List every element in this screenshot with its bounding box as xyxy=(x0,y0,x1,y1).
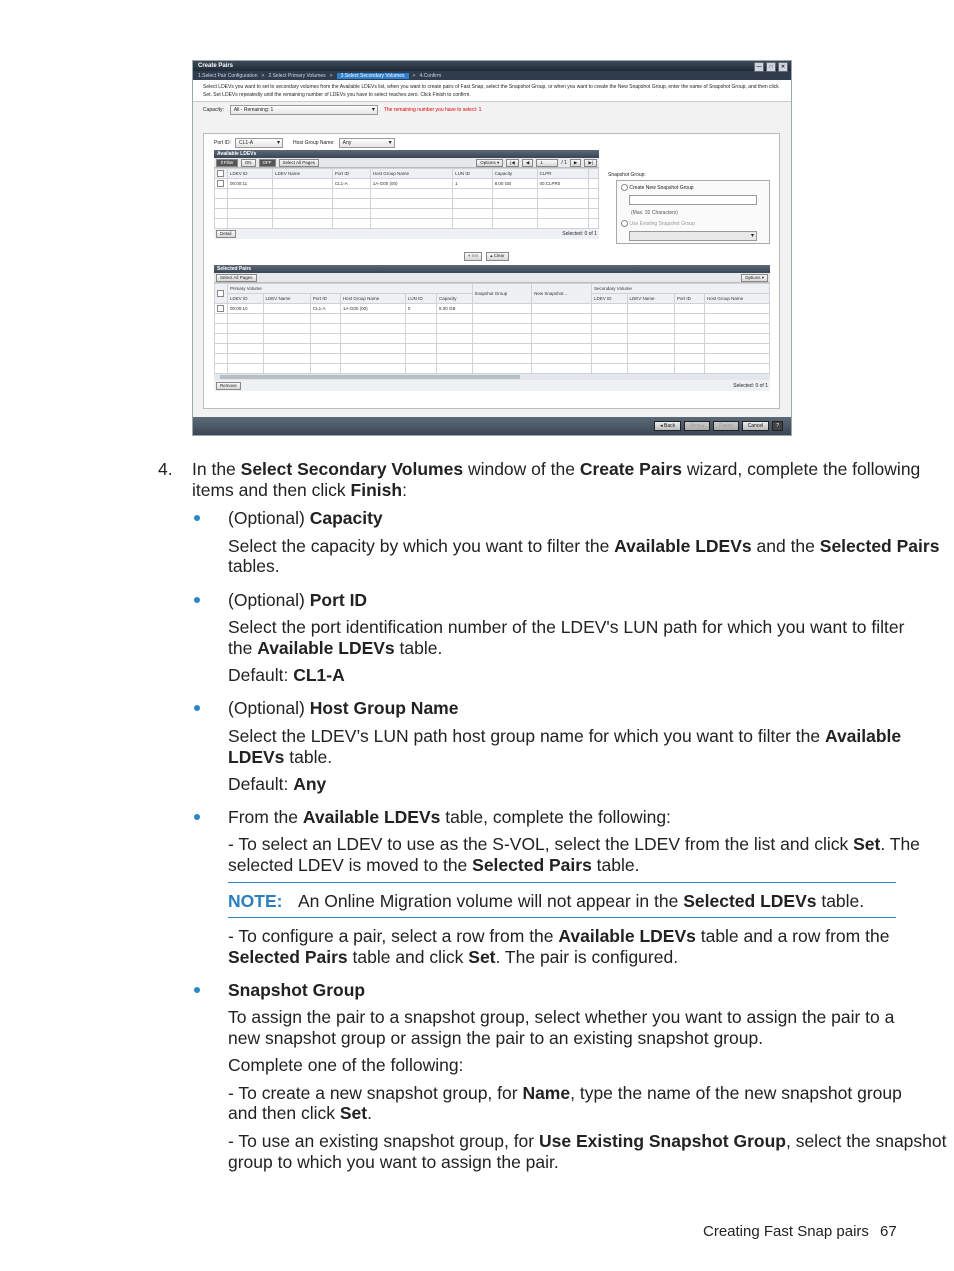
filter-off-button[interactable]: OFF xyxy=(259,159,276,167)
page-number: 67 xyxy=(880,1223,897,1240)
note-rule-top xyxy=(228,882,896,883)
col-ldev-name[interactable]: LDEV Name xyxy=(272,169,332,179)
use-existing-label: Use Existing Snapshot Group xyxy=(629,220,695,227)
bullet-icon xyxy=(194,705,200,711)
port-heading: (Optional) Port ID xyxy=(228,590,368,610)
primary-volume-group: Primary Volume xyxy=(228,284,473,294)
filter-row xyxy=(214,138,395,148)
cell: 8.00 GB xyxy=(492,179,537,189)
next-page-icon[interactable]: ▶ xyxy=(570,159,581,167)
options-button[interactable]: Options ▾ xyxy=(741,274,768,282)
footer-title: Creating Fast Snap pairs xyxy=(703,1223,869,1240)
cell: CL1-A xyxy=(310,304,340,314)
selection-frame xyxy=(203,133,780,409)
capacity-value: All - Remaining: 1 xyxy=(233,107,274,113)
next-button[interactable]: Next ▸ xyxy=(684,421,710,431)
scroll-thumb[interactable] xyxy=(220,375,520,379)
col-lun-id[interactable]: LUN ID xyxy=(453,169,492,179)
max-chars-hint: (Max. 32 Characters) xyxy=(631,210,678,216)
col-lun-id[interactable]: LUN ID xyxy=(405,294,436,304)
options-button[interactable]: Options ▾ xyxy=(476,159,503,167)
available-ldevs-table xyxy=(214,168,599,229)
close-icon[interactable]: ✕ xyxy=(778,62,788,72)
host-group-label: Host Group Name: xyxy=(292,140,335,146)
table-header-row xyxy=(215,169,599,179)
cell: CL1-A xyxy=(332,179,370,189)
from-available-heading: From the Available LDEVs table, complete the following: xyxy=(228,807,671,827)
cell xyxy=(674,304,704,314)
empty-row xyxy=(215,334,770,344)
page-of: / 1 xyxy=(561,159,567,166)
empty-row xyxy=(215,219,599,229)
select-all-checkbox[interactable] xyxy=(215,284,228,304)
capacity-body: Select the capacity by which you want to filter the Available LDEVs and the Selected Pairs xyxy=(228,536,940,556)
secondary-volume-group: Secondary Volume xyxy=(592,284,770,294)
empty-row xyxy=(215,209,599,219)
use-existing-option[interactable] xyxy=(621,220,695,227)
wizard-footer xyxy=(193,417,791,435)
step-2: 2.Select Primary Volumes xyxy=(268,72,326,79)
capacity-label: Capacity: xyxy=(203,107,224,113)
pairs-selected-count: Selected: 0 of 1 xyxy=(733,382,768,389)
selected-footer xyxy=(214,380,770,391)
cell xyxy=(592,304,628,314)
step-sep: > xyxy=(412,72,416,79)
available-ldevs-title: Available LDEVs xyxy=(214,150,599,158)
col-ldev-id[interactable]: LDEV ID xyxy=(228,294,264,304)
snapshot-new-2: and then click Set. xyxy=(228,1103,372,1123)
select-all-pages-button[interactable]: Select All Pages xyxy=(279,159,320,167)
snapshot-existing-1: - To use an existing snapshot group, for Use Existing Snapshot Group, select the snapshot xyxy=(228,1131,947,1151)
window-title: Create Pairs xyxy=(198,63,234,69)
maximize-icon[interactable]: □ xyxy=(766,62,776,72)
row-checkbox[interactable] xyxy=(215,179,228,189)
bullet-icon xyxy=(194,597,200,603)
filter-on-button[interactable]: ON xyxy=(241,159,256,167)
step-3-active: 3.Select Secondary Volumes xyxy=(337,73,409,79)
cell: 00:00:10 xyxy=(228,304,264,314)
host-group-select[interactable] xyxy=(339,138,395,148)
use-existing-radio[interactable] xyxy=(621,220,628,227)
capacity-select[interactable] xyxy=(230,105,378,115)
page-number-input[interactable]: 1 xyxy=(536,159,558,167)
cell xyxy=(627,304,674,314)
col-host-group[interactable]: Host Group Name xyxy=(340,294,405,304)
selected-toolbar xyxy=(214,273,770,283)
step-text-line2: items and then click Finish: xyxy=(192,480,407,500)
cell xyxy=(704,304,769,314)
col-snapshot-group[interactable]: Snapshot Group xyxy=(472,284,532,304)
cancel-button[interactable]: Cancel xyxy=(742,421,770,431)
port-body-1: Select the port identification number of the LDEV's LUN path for which you want to filter xyxy=(228,617,905,637)
cell xyxy=(532,304,592,314)
col-ldev-name[interactable]: LDEV Name xyxy=(263,294,310,304)
select-ldev-text-1: - To select an LDEV to use as the S-VOL, select the LDEV from the list and click Set. The xyxy=(228,834,920,854)
empty-row xyxy=(215,354,770,364)
available-ldevs-panel xyxy=(214,150,599,239)
col-capacity[interactable]: Capacity xyxy=(492,169,537,179)
step-text-line1: In the Select Secondary Volumes window of the Create Pairs wizard, complete the following xyxy=(192,459,921,479)
host-group-heading: (Optional) Host Group Name xyxy=(228,698,459,718)
create-new-option[interactable] xyxy=(621,184,694,191)
host-group-value: Any xyxy=(342,140,352,146)
port-default: Default: CL1-A xyxy=(228,665,345,685)
snapshot-options xyxy=(616,180,770,244)
help-button[interactable]: ? xyxy=(772,421,783,431)
window-titlebar xyxy=(193,61,791,71)
col-s-port-id[interactable]: Port ID xyxy=(674,294,704,304)
selected-pairs-panel xyxy=(214,265,770,391)
snapshot-complete: Complete one of the following: xyxy=(228,1055,464,1075)
filter-button[interactable]: ⇕Filter xyxy=(216,159,238,167)
snapshot-group-heading: Snapshot Group xyxy=(228,980,366,1000)
col-host-group[interactable]: Host Group Name xyxy=(370,169,452,179)
note-rule-bottom xyxy=(228,917,896,918)
instruction-text: Select LDEVs you want to set to secondary volumes from the Available LDEVs list, when you want to create pairs of Fast Snap, select the Snapshot Group, or when you want to create the New Snapshot Group, enter the name of Snapshot Group, and then click Set. Set LDEVs repeatedly until the remaining number of LDEVs you have to select reaches zero. Click Finish to confirm. xyxy=(193,80,791,102)
empty-row xyxy=(215,189,599,199)
snapshot-name-input[interactable] xyxy=(629,195,757,205)
col-s-host-group[interactable]: Host Group Name xyxy=(704,294,769,304)
col-capacity[interactable]: Capacity xyxy=(437,294,473,304)
empty-row xyxy=(215,344,770,354)
available-footer xyxy=(214,229,599,239)
existing-group-select[interactable] xyxy=(629,231,757,241)
col-s-ldev-name[interactable]: LDEV Name xyxy=(627,294,674,304)
col-port-id[interactable]: Port ID xyxy=(332,169,370,179)
port-id-label: Port ID: xyxy=(214,140,231,146)
set-clear-buttons xyxy=(464,252,509,261)
cell: 1A-G00 (00) xyxy=(370,179,452,189)
step-number: 4. xyxy=(158,459,173,479)
available-toolbar xyxy=(214,158,599,168)
capacity-row xyxy=(193,102,791,118)
first-page-icon[interactable]: |◀ xyxy=(506,159,519,167)
configure-pair-text-1: - To configure a pair, select a row from the Available LDEVs table and a row from the xyxy=(228,926,890,946)
snapshot-group-box xyxy=(608,172,770,242)
snapshot-body-1: To assign the pair to a snapshot group, select whether you want to assign the pair to a xyxy=(228,1007,895,1027)
col-ldev-id[interactable]: LDEV ID xyxy=(228,169,273,179)
select-ldev-text-2: selected LDEV is moved to the Selected Pairs table. xyxy=(228,855,640,875)
cell xyxy=(272,179,332,189)
note-label: NOTE: xyxy=(228,891,283,911)
col-s-ldev-id[interactable]: LDEV ID xyxy=(592,294,628,304)
minimize-icon[interactable]: — xyxy=(754,62,764,72)
col-new-snapshot[interactable]: New Snapshot... xyxy=(532,284,592,304)
note-text: An Online Migration volume will not appear in the Selected LDEVs table. xyxy=(298,891,865,911)
step-sep: > xyxy=(329,72,333,79)
col-port-id[interactable]: Port ID xyxy=(310,294,340,304)
cell xyxy=(263,304,310,314)
host-group-body-2: LDEVs table. xyxy=(228,747,333,767)
clear-button[interactable]: ▴ Clear xyxy=(486,252,508,261)
step-1: 1.Select Pair Configuration xyxy=(198,72,258,79)
empty-row xyxy=(215,199,599,209)
step-4: 4.Confirm xyxy=(419,72,442,79)
cell: 00:00:11 xyxy=(228,179,273,189)
set-button[interactable]: ▾ Set xyxy=(464,252,482,261)
table-row[interactable] xyxy=(215,304,770,314)
snapshot-body-2: new snapshot group or assign the pair to an existing snapshot group. xyxy=(228,1028,764,1048)
detail-button[interactable]: Detail xyxy=(216,230,236,238)
col-clpr[interactable]: CLPR xyxy=(537,169,588,179)
host-group-body-1: Select the LDEV’s LUN path host group name for which you want to filter the Available xyxy=(228,726,902,746)
snapshot-new-1: - To create a new snapshot group, for Name, type the name of the new snapshot group xyxy=(228,1083,902,1103)
select-all-pages-button[interactable]: Select All Pages xyxy=(216,274,257,282)
available-selected-count: Selected: 0 of 1 xyxy=(562,231,597,237)
cell xyxy=(588,179,598,189)
snapshot-group-label: Snapshot Group: xyxy=(608,172,646,178)
cell xyxy=(472,304,532,314)
cell: 1A-G00 (00) xyxy=(340,304,405,314)
horizontal-scrollbar[interactable] xyxy=(214,374,770,380)
group-header-row xyxy=(215,284,770,294)
prev-page-icon[interactable]: ◀ xyxy=(522,159,533,167)
port-id-value: CL1-A xyxy=(238,140,254,146)
remaining-text: The remaining number you have to select: 1 xyxy=(383,107,482,113)
finish-button[interactable]: Finish xyxy=(713,421,738,431)
selected-pairs-title: Selected Pairs xyxy=(214,265,770,273)
configure-pair-text-2: Selected Pairs table and click Set. The pair is configured. xyxy=(228,947,679,967)
wizard-steps xyxy=(193,71,791,80)
bullet-icon xyxy=(194,987,200,993)
table-row[interactable] xyxy=(215,179,599,189)
empty-row xyxy=(215,314,770,324)
empty-row xyxy=(215,364,770,374)
capacity-heading: (Optional) Capacity xyxy=(228,508,383,528)
port-id-select[interactable] xyxy=(235,138,283,148)
cell: 8.00 GB xyxy=(437,304,473,314)
select-all-checkbox[interactable] xyxy=(215,169,228,179)
back-button[interactable]: ◂ Back xyxy=(654,421,681,431)
create-pairs-window xyxy=(192,60,792,436)
last-page-icon[interactable]: ▶| xyxy=(584,159,597,167)
capacity-body-2: tables. xyxy=(228,556,280,576)
bullet-icon xyxy=(194,814,200,820)
host-group-default: Default: Any xyxy=(228,774,327,794)
port-body-2: the Available LDEVs table. xyxy=(228,638,443,658)
empty-row xyxy=(215,324,770,334)
cell: 1 xyxy=(453,179,492,189)
cell: 00:CLPR0 xyxy=(537,179,588,189)
row-checkbox[interactable] xyxy=(215,304,228,314)
col-filler xyxy=(588,169,598,179)
remove-button[interactable]: Remove xyxy=(216,382,241,390)
step-sep: > xyxy=(261,72,265,79)
create-new-radio[interactable] xyxy=(621,184,628,191)
bullet-icon xyxy=(194,515,200,521)
selected-pairs-table xyxy=(214,283,770,374)
snapshot-existing-2: group to which you want to assign the pair. xyxy=(228,1152,559,1172)
create-new-label: Create New Snapshot Group xyxy=(629,184,694,191)
cell: 0 xyxy=(405,304,436,314)
